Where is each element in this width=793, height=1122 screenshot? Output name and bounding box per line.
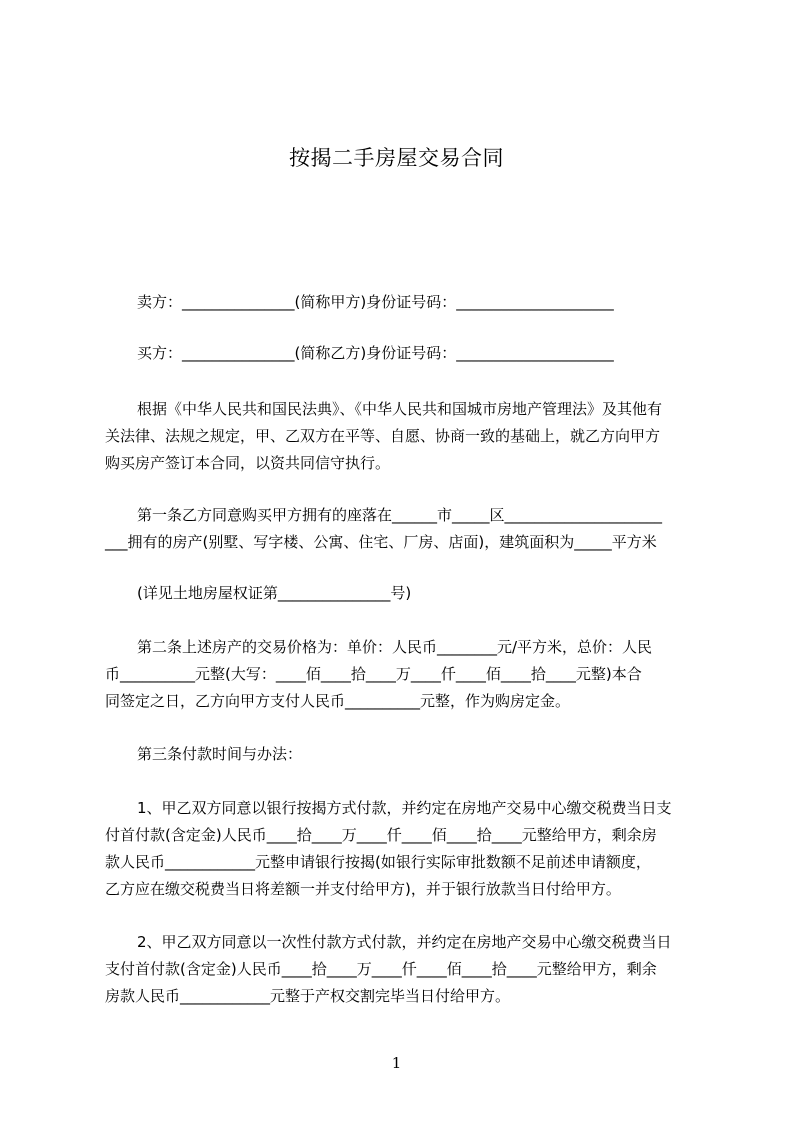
clause-1-line: 款人民币____________元整申请银行按揭(如银行实际审批数额不足前述申请额度， (105, 853, 651, 871)
article-2-line: 币__________元整(大写：____佰____拾____万____仟____佰____拾____元整)本合 (105, 665, 642, 683)
article-2-line: 第二条上述房产的交易价格为：单价：人民币________元/平方米，总价：人民 (137, 638, 653, 656)
buyer-line-text: 买方：_______________(简称乙方)身份证号码：_____________________ (137, 344, 614, 362)
clause-1-line: 乙方应在缴交税费当日将差额一并支付给甲方)，并于银行放款当日付给甲方。 (105, 880, 621, 898)
preamble-line: 根据《中华人民共和国民法典》、《中华人民共和国城市房地产管理法》及其他有 (137, 400, 663, 418)
clause-2-paragraph (105, 929, 705, 1010)
preamble-line: 购买房产签订本合同，以资共同信守执行。 (105, 454, 391, 472)
document-title: 按揭二手房屋交易合同 (289, 146, 504, 170)
article-1-note (105, 580, 705, 607)
article-3-heading (105, 741, 705, 768)
clause-2-line: 2、甲乙双方同意以一次性付款方式付款，并约定在房地产交易中心缴交税费当日 (137, 933, 672, 951)
clause-1-paragraph (105, 795, 705, 903)
seller-line (105, 289, 705, 316)
article-1-paragraph (105, 502, 705, 556)
article-1-line: ___拥有的房产(别墅、写字楼、公寓、住宅、厂房、店面)，建筑面积为_____平方米 (105, 533, 657, 551)
preamble-paragraph (105, 396, 705, 477)
clause-2-line: 支付首付款(含定金)人民币____拾____万____仟____佰____拾____元整给甲方，剩余 (105, 960, 657, 978)
article-1-note-text: (详见土地房屋权证第_______________号) (137, 584, 412, 602)
preamble-line: 关法律、法规之规定，甲、乙双方在平等、自愿、协商一致的基础上，就乙方向甲方 (105, 427, 661, 445)
clause-1-line: 1、甲乙双方同意以银行按揭方式付款，并约定在房地产交易中心缴交税费当日支 (137, 799, 672, 817)
article-2-paragraph (105, 634, 705, 715)
article-1-line: 第一条乙方同意购买甲方拥有的座落在______市_____区_____________________ (137, 506, 663, 524)
clause-1-line: 付首付款(含定金)人民币____拾____万____仟____佰____拾____元整给甲方，剩余房 (105, 826, 657, 844)
article-3-heading-text: 第三条付款时间与办法： (137, 745, 303, 763)
clause-2-line: 房款人民币____________元整于产权交割完毕当日付给甲方。 (105, 987, 511, 1005)
page-number: 1 (391, 1054, 402, 1072)
article-2-line: 同签定之日，乙方向甲方支付人民币__________元整，作为购房定金。 (105, 692, 571, 710)
buyer-line (105, 340, 705, 367)
seller-line-text: 卖方：_______________(简称甲方)身份证号码：_____________________ (137, 293, 614, 311)
